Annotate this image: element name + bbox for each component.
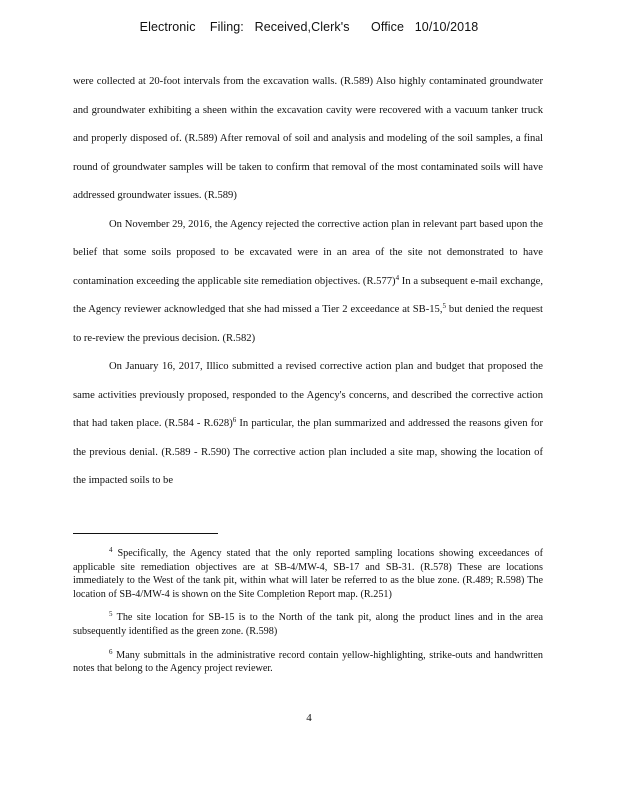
paragraph-text: In a subsequent e-mail exchange, the Agency reviewer acknowledged that she had missed a Tier 2 exceedance at SB-15,	[73, 275, 543, 315]
footnote-text: The site location for SB-15 is to the North of the tank pit, along the product lines and in the area subsequently identified as the green zone. (R.598)	[73, 612, 543, 637]
paragraph-text: but denied the request to re-review the previous decision. (R.582)	[73, 304, 543, 344]
paragraph-3	[73, 353, 543, 496]
footnote-5	[73, 611, 543, 638]
filing-header: Electronic Filing: Received,Clerk's Office 10/10/2018	[139, 20, 479, 34]
paragraph-2	[73, 211, 543, 354]
footnotes	[73, 547, 543, 686]
paragraph-text: On November 29, 2016, the Agency rejected the corrective action plan in relevant part based upon the belief that some soils proposed to be excavated were in an area of the site not demonstrated to have contamination exceeding the applicable site remediation objectives. (R.577)	[73, 218, 543, 287]
footnote-text: Specifically, the Agency stated that the only reported sampling locations showing exceedances of applicable site remediation objectives are at SB-4/MW-4, SB-17 and SB-31. (R.578) These are locations immediately to the West of the tank pit, within what will later be referred to as the blue zone. (R.489; R.598) The location of SB-4/MW-4 is shown on the Site Completion Report map. (R.251)	[73, 548, 543, 600]
page-number: 4	[306, 712, 312, 724]
paragraph-text: were collected at 20-foot intervals from the excavation walls. (R.589) Also highly contaminated groundwater and groundwater exhibiting a sheen within the excavation cavity were recovered with a vacuum tanker truck and properly disposed of. (R.589) After removal of soil and analysis and modeling of the soil samples, a final round of groundwater samples will be taken to confirm that removal of the most contaminated soils will have addressed groundwater issues. (R.589)	[73, 76, 543, 201]
paragraph-1	[73, 68, 543, 211]
footnote-text: Many submittals in the administrative record contain yellow-highlighting, strike-outs and handwritten notes that belong to the Agency project reviewer.	[73, 649, 543, 675]
footnote-separator	[73, 533, 218, 534]
paragraph-text: In particular, the plan summarized and addressed the reasons given for the previous denial. (R.589 - R.590) The corrective action plan included a site map, showing the location of the impacted soils to be	[73, 418, 543, 486]
footnote-marker: 5	[109, 610, 113, 619]
footnote-4	[73, 547, 543, 601]
footnote-ref-5[interactable]: 5	[442, 302, 446, 310]
paragraph-text: On January 16, 2017, Illico submitted a revised corrective action plan and budget that proposed the same activities previously proposed, responded to the Agency's concerns, and described the corrective action that had taken place. (R.584 - R.628)	[73, 361, 543, 429]
footnote-marker: 4	[109, 546, 113, 554]
document-body	[73, 68, 543, 496]
footnote-6	[73, 649, 543, 676]
footnote-ref-6[interactable]: 6	[232, 416, 237, 424]
footnote-ref-4[interactable]: 4	[395, 273, 400, 282]
footnote-marker: 6	[109, 647, 113, 656]
